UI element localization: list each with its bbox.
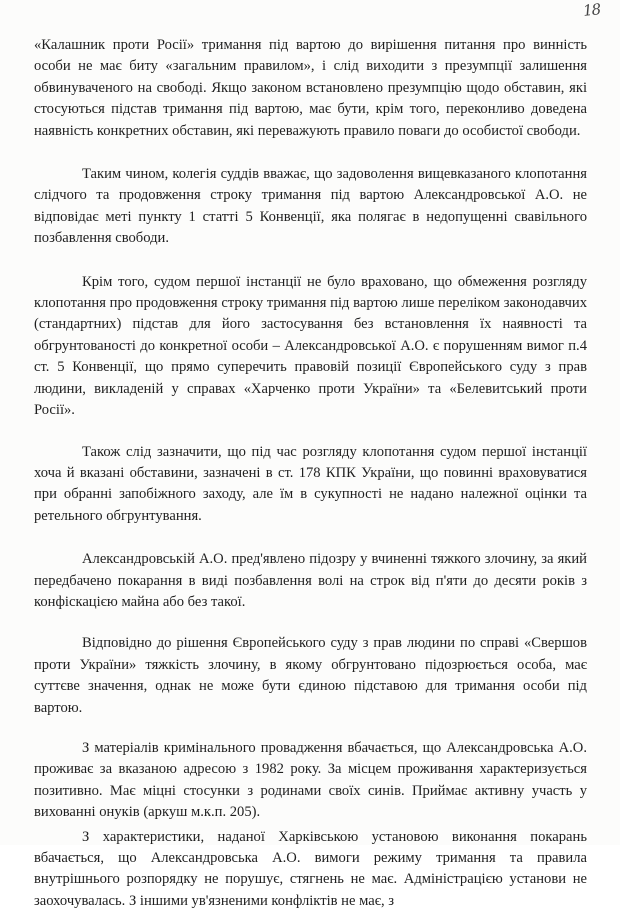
paragraph-first-instance-error: Крім того, судом першої інстанції не було враховано, що обмеження розгляду клопотання про продовження строку тримання під вартою лише переліком законодавчих (стандартних) підстав для його застосування без встановлення їх наявності та обгрунтованості до конкретної особи – Александровської А.О. є порушенням вимог п.4 ст. 5 Конвенції, що прямо суперечить правовій позиції Європейського суду з прав людини, викладеній у справах «Харченко проти України» та «Белевитський проти Росії». [34, 273, 587, 419]
handwritten-page-number: 18 [582, 0, 601, 20]
paragraph-detention-facility-characterization: З характеристики, наданої Харківською установою виконання покарань вбачається, що Александровська А.О. вимоги режиму тримання та правила внутрішнього розпорядку не порушує, стягнень не має. Адміністрацією установи не заохочувалась. З іншими ув'язненими конфліктів не має, з [34, 828, 587, 909]
paragraph-svershov-case: Відповідно до рішення Європейського суду з прав людини по справі «Свершов проти України» тяжкість злочину, в якому обгрунтовано підозрюється особа, має суттєве значення, однак не може бути єдиною підставою для тримання особи під вартою. [34, 635, 587, 716]
paragraph-residence-characterization: З матеріалів кримінального провадження вбачається, що Александровська А.О. проживає за вказаною адресою з 1982 року. За місцем проживання характеризується позитивно. Має міцні стосунки з родинами своїх синів. Приймає активну участь у вихованні онуків (аркуш м.к.п. 205). [34, 739, 587, 821]
paragraph-circumstances-assessment: Також слід зазначити, що під час розгляду клопотання судом першої інстанції хоча й вказані обставини, зазначені в ст. 178 КПК України, що повинні враховуватися при обранні запобіжного заходу, але їм в сукупності не надано належної оцінки та ретельного обгрунтування. [34, 443, 587, 524]
paragraph-panel-conclusion: Таким чином, колегія суддів вважає, що задоволення вищевказаного клопотання слідчого та продовження строку тримання під вартою Александровської А.О. не відповідає меті пункту 1 статті 5 Конвенції, яка полягає в недопущенні свавільного позбавлення свободи. [34, 166, 587, 247]
paragraph-kalashnik-case: «Калашник проти Росії» тримання під вартою до вирішення питання про винність особи не має биту «загальним правилом», і слід виходити з презумпції залишення обвинуваченого на свободі. Якщо законом встановлено презумпцію щодо обставин, які стосуються підстав тримання під вартою, має бути, крім того, переконливо доведена наявність конкретних обставин, які переважують правило поваги до особистої свободи. [34, 37, 587, 139]
paragraph-suspicion: Александровській А.О. пред'явлено підозру у вчиненні тяжкого злочину, за який передбачено покарання в виді позбавлення волі на строк від п'яти до десяти років з конфіскацією майна або без такої. [34, 551, 587, 610]
document-body [34, 35, 587, 912]
